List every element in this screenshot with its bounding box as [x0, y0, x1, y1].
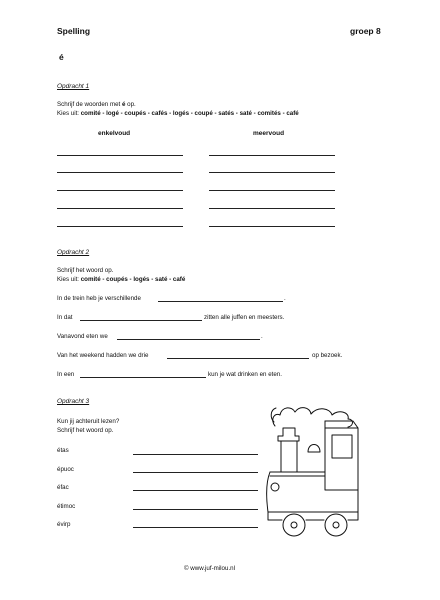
reversed-word-line[interactable] — [133, 454, 258, 455]
reversed-word: évirp — [57, 521, 71, 528]
reversed-word: épuoc — [57, 466, 74, 473]
choices-label: Kies uit: — [57, 276, 81, 283]
sentence-5-end: kun je wat drinken en eten. — [208, 371, 282, 378]
reversed-word-line[interactable] — [133, 472, 258, 473]
answer-line[interactable] — [57, 208, 183, 209]
sentence-2-end: zitten alle juffen en meesters. — [204, 314, 285, 321]
sentence-4-end: op bezoek. — [312, 352, 343, 359]
train-illustration — [262, 392, 372, 552]
opdracht-1-instruction — [57, 101, 136, 108]
sentence-3-blank[interactable] — [117, 339, 260, 340]
opdracht-2-instruction: Schrijf het woord op. — [57, 267, 114, 274]
answer-line[interactable] — [209, 155, 335, 156]
opdracht-3-title: Opdracht 3 — [57, 398, 90, 405]
reversed-word-line[interactable] — [133, 527, 258, 528]
answer-line[interactable] — [57, 190, 183, 191]
opdracht-1-choices — [57, 110, 299, 117]
reversed-word: étas — [57, 447, 69, 454]
sentence-5-start: In een — [57, 371, 75, 378]
sentence-4-start: Van het weekend hadden we drie — [57, 352, 149, 359]
choices-words: comité - logé - coupés - cafés - logés - coupé - satés - saté - comités - café — [80, 110, 299, 117]
choices-words: comité - coupés - logés - saté - café — [80, 276, 186, 283]
answer-line[interactable] — [57, 172, 183, 173]
answer-line[interactable] — [209, 172, 335, 173]
sentence-3-end: . — [261, 333, 263, 340]
instruction-text: Schrijf de woorden met — [57, 101, 122, 108]
answer-line[interactable] — [209, 226, 335, 227]
sentence-1-start: In de trein heb je verschillende — [57, 295, 141, 302]
opdracht-2-title: Opdracht 2 — [57, 249, 90, 256]
reversed-word: éfac — [57, 484, 69, 491]
sentence-2-start: In dat — [57, 314, 73, 321]
instruction-letter: é — [122, 101, 126, 108]
sentence-4-blank[interactable] — [167, 358, 309, 359]
opdracht-3-instruction: Schrijf het woord op. — [57, 427, 114, 434]
sentence-1-end: . — [284, 295, 286, 302]
sentence-5-blank[interactable] — [80, 377, 206, 378]
opdracht-1-title: Opdracht 1 — [57, 83, 90, 90]
footer-credit: © www.juf-milou.nl — [184, 565, 235, 572]
column-header-enkelvoud: enkelvoud — [98, 130, 131, 137]
answer-line[interactable] — [209, 190, 335, 191]
answer-line[interactable] — [57, 155, 183, 156]
choices-label: Kies uit: — [57, 110, 81, 117]
sentence-2-blank[interactable] — [80, 320, 202, 321]
worksheet-subject: Spelling — [57, 26, 91, 36]
answer-line[interactable] — [209, 208, 335, 209]
instruction-text-end: op. — [125, 101, 136, 108]
opdracht-2-choices — [57, 276, 185, 283]
reversed-word-line[interactable] — [133, 509, 258, 510]
sentence-1-blank[interactable] — [158, 301, 283, 302]
opdracht-3-question: Kun jij achteruit lezen? — [57, 418, 120, 425]
worksheet-grade: groep 8 — [350, 26, 381, 36]
reversed-word: étimoc — [57, 503, 76, 510]
sentence-3-start: Vanavond eten we — [57, 333, 108, 340]
reversed-word-line[interactable] — [133, 490, 258, 491]
column-header-meervoud: meervoud — [253, 130, 285, 137]
worksheet-letter: é — [59, 52, 64, 62]
answer-line[interactable] — [57, 226, 183, 227]
